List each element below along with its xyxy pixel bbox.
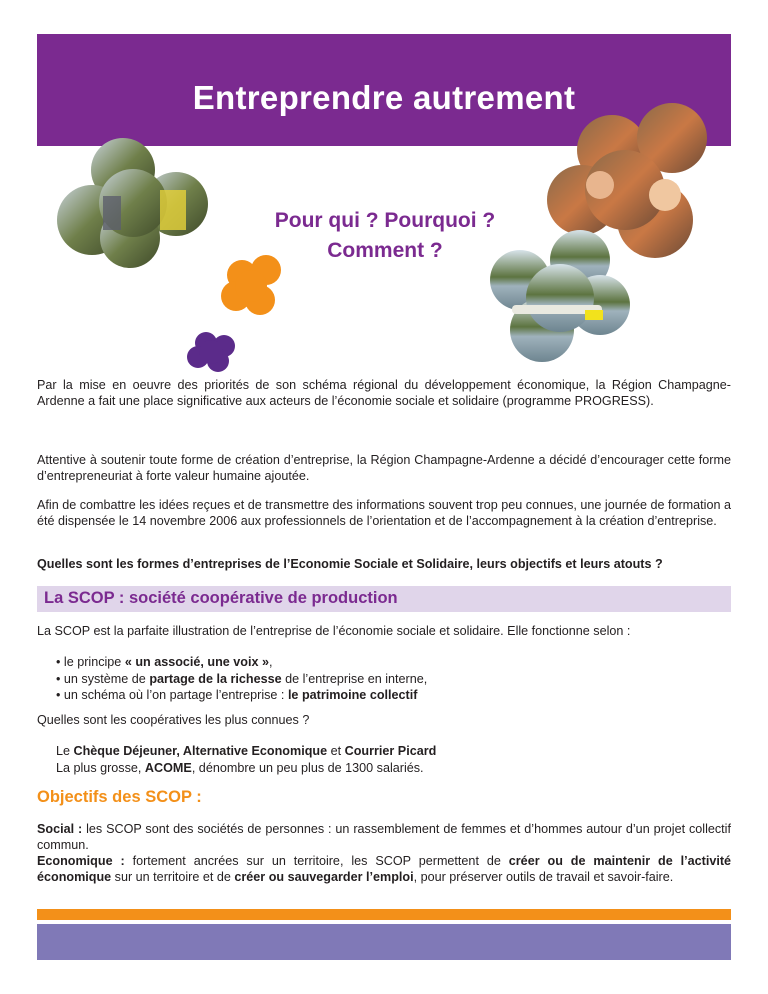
scop-intro: La SCOP est la parfaite illustration de l’entreprise de l’économie sociale et solidaire. Elle fonctionne selon : — [37, 624, 631, 638]
subtitle-line-2: Comment ? — [327, 239, 443, 262]
question-cooperatives: Quelles sont les coopératives les plus connues ? — [37, 713, 310, 727]
photo-workers-flower — [57, 138, 208, 268]
coops-line-1: Le Chèque Déjeuner, Alternative Economique et Courrier Picard — [56, 744, 437, 758]
footer-purple-bar — [37, 924, 731, 960]
list-item: • un système de partage de la richesse de l’entreprise en interne, — [56, 671, 428, 686]
paragraph-training: Afin de combattre les idées reçues et de transmettre des informations souvent trop peu connues, une journée de formation a été dispensée le 14 novembre 2006 aux professionnels de l’orientation et de l’accompagnement à la création d’entreprise. — [37, 498, 731, 528]
list-item: • le principe « un associé, une voix », — [56, 655, 273, 669]
list-item: • un schéma où l’on partage l’entreprise : le patrimoine collectif — [56, 688, 418, 702]
scop-principles-list — [56, 654, 736, 704]
objectif-economique: Economique : fortement ancrées sur un territoire, les SCOP permettent de créer ou de maintenir de l’activité économique sur un territoire et de créer ou sauvegarder l’emploi, pour préserver outils de travail et savoir-faire. — [37, 854, 732, 884]
subtitle-line-1: Pour qui ? Pourquoi ? — [274, 209, 496, 232]
footer-orange-bar — [37, 909, 731, 920]
section-header-scop — [37, 586, 731, 612]
question-forms: Quelles sont les formes d’entreprises de l’Economie Sociale et Solidaire, leurs objectifs et leurs atouts ? — [37, 557, 663, 571]
purple-flower-icon — [187, 332, 235, 372]
coops-line-2: La plus grosse, ACOME, dénombre un peu plus de 1300 salariés. — [56, 760, 424, 775]
decorative-flowers — [0, 0, 768, 380]
paragraph-support: Attentive à soutenir toute forme de création d’entreprise, la Région Champagne-Ardenne a décidé d’encourager cette forme d’entrepreneuriat à forte valeur humaine ajoutée. — [37, 453, 731, 483]
paragraph-intro: Par la mise en oeuvre des priorités de son schéma régional du développement économique, la Région Champagne-Ardenne a fait une place significative aux acteurs de l’économie sociale et solidaire (programme PROGRESS). — [37, 378, 731, 408]
page-title: Entreprendre autrement — [192, 79, 576, 116]
section-title-scop: La SCOP : société coopérative de production — [44, 589, 398, 607]
objectif-social: Social : les SCOP sont des sociétés de personnes : un rassemblement de femmes et d’hommes autour d’un projet collectif commun. — [37, 822, 731, 852]
section-title-objectifs: Objectifs des SCOP : — [37, 788, 202, 806]
subtitle — [210, 206, 560, 266]
objectifs-text — [37, 821, 731, 885]
cooperatives-examples — [56, 743, 436, 776]
